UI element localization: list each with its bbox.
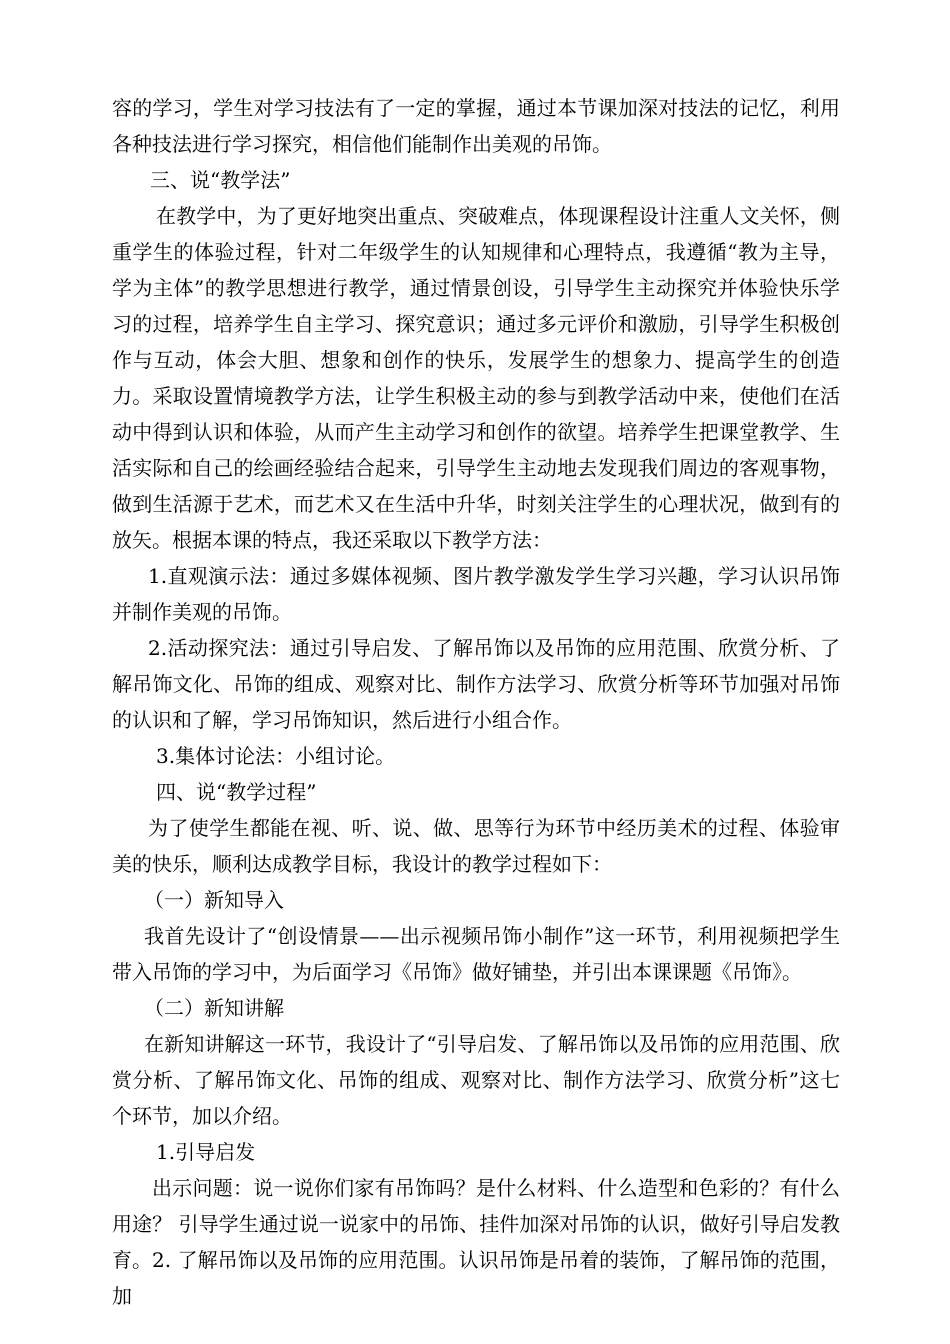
paragraph-process-intro: 为了使学生都能在视、听、说、做、思等行为环节中经历美术的过程、体验审美的快乐，顺利达成教学目标，我设计的教学过程如下： [112, 816, 840, 876]
subheading-new-knowledge-explain: （二）新知讲解 [144, 996, 284, 1020]
subheading-guide-inspire: 1.引导启发 [156, 1140, 256, 1164]
paragraph-continuation: 容的学习，学生对学习技法有了一定的掌握，通过本节课加深对技法的记忆，利用各种技法进行学习探究，相信他们能制作出美观的吊饰。 [112, 96, 840, 156]
method-item-2: 2.活动探究法：通过引导启发、了解吊饰以及吊饰的应用范围、欣赏分析、了解吊饰文化、吊饰的组成、观察对比、制作方法学习、欣赏分析等环节加强对吊饰的认识和了解，学习吊饰知识，然后进行小组合作。 [112, 636, 840, 732]
subheading-new-knowledge-intro: （一）新知导入 [144, 888, 284, 912]
section-heading-teaching-method: 三、说“教学法” [150, 168, 291, 192]
method-item-3: 3.集体讨论法：小组讨论。 [156, 744, 396, 768]
paragraph-new-knowledge-explain: 在新知讲解这一环节，我设计了“引导启发、了解吊饰以及吊饰的应用范围、欣赏分析、了解吊饰文化、吊饰的组成、观察对比、制作方法学习、欣赏分析”这七个环节，加以介绍。 [112, 1032, 840, 1128]
paragraph-application-range: 2. 了解吊饰以及吊饰的应用范围。认识吊饰是吊着的装饰，了解吊饰的范围，加 [112, 1248, 840, 1308]
paragraph-new-knowledge-intro: 我首先设计了“创设情景——出示视频吊饰小制作”这一环节，利用视频把学生带入吊饰的学习中，为后面学习《吊饰》做好铺垫，并引出本课课题《吊饰》。 [112, 924, 840, 984]
section-heading-teaching-process: 四、说“教学过程” [156, 780, 317, 804]
paragraph-teaching-method: 在教学中，为了更好地突出重点、突破难点，体现课程设计注重人文关怀，侧重学生的体验过程，针对二年级学生的认知规律和心理特点，我遵循“教为主导，学为主体”的教学思想进行教学，通过情景创设，引导学生主动探究并体验快乐学习的过程，培养学生自主学习、探究意识；通过多元评价和激励，引导学生积极创作与互动，体会大胆、想象和创作的快乐，发展学生的想象力、提高学生的创造力。采取设置情境教学方法，让学生积极主动的参与到教学活动中来，使他们在活动中得到认识和体验，从而产生主动学习和创作的欲望。培养学生把课堂教学、生活实际和自己的绘画经验结合起来，引导学生主动地去发现我们周边的客观事物，做到生活源于艺术，而艺术又在生活中升华，时刻关注学生的心理状况，做到有的放矢。根据本课的特点，我还采取以下教学方法： [112, 204, 840, 552]
paragraph-guide-inspire: 出示问题：说一说你们家有吊饰吗？是什么材料、什么造型和色彩的？有什么 用途？ 引导学生通过说一说家中的吊饰、挂件加深对吊饰的认识，做好引导启发教育。 [112, 1176, 840, 1272]
method-item-1: 1.直观演示法：通过多媒体视频、图片教学激发学生学习兴趣，学习认识吊饰并制作美观的吊饰。 [112, 564, 840, 624]
